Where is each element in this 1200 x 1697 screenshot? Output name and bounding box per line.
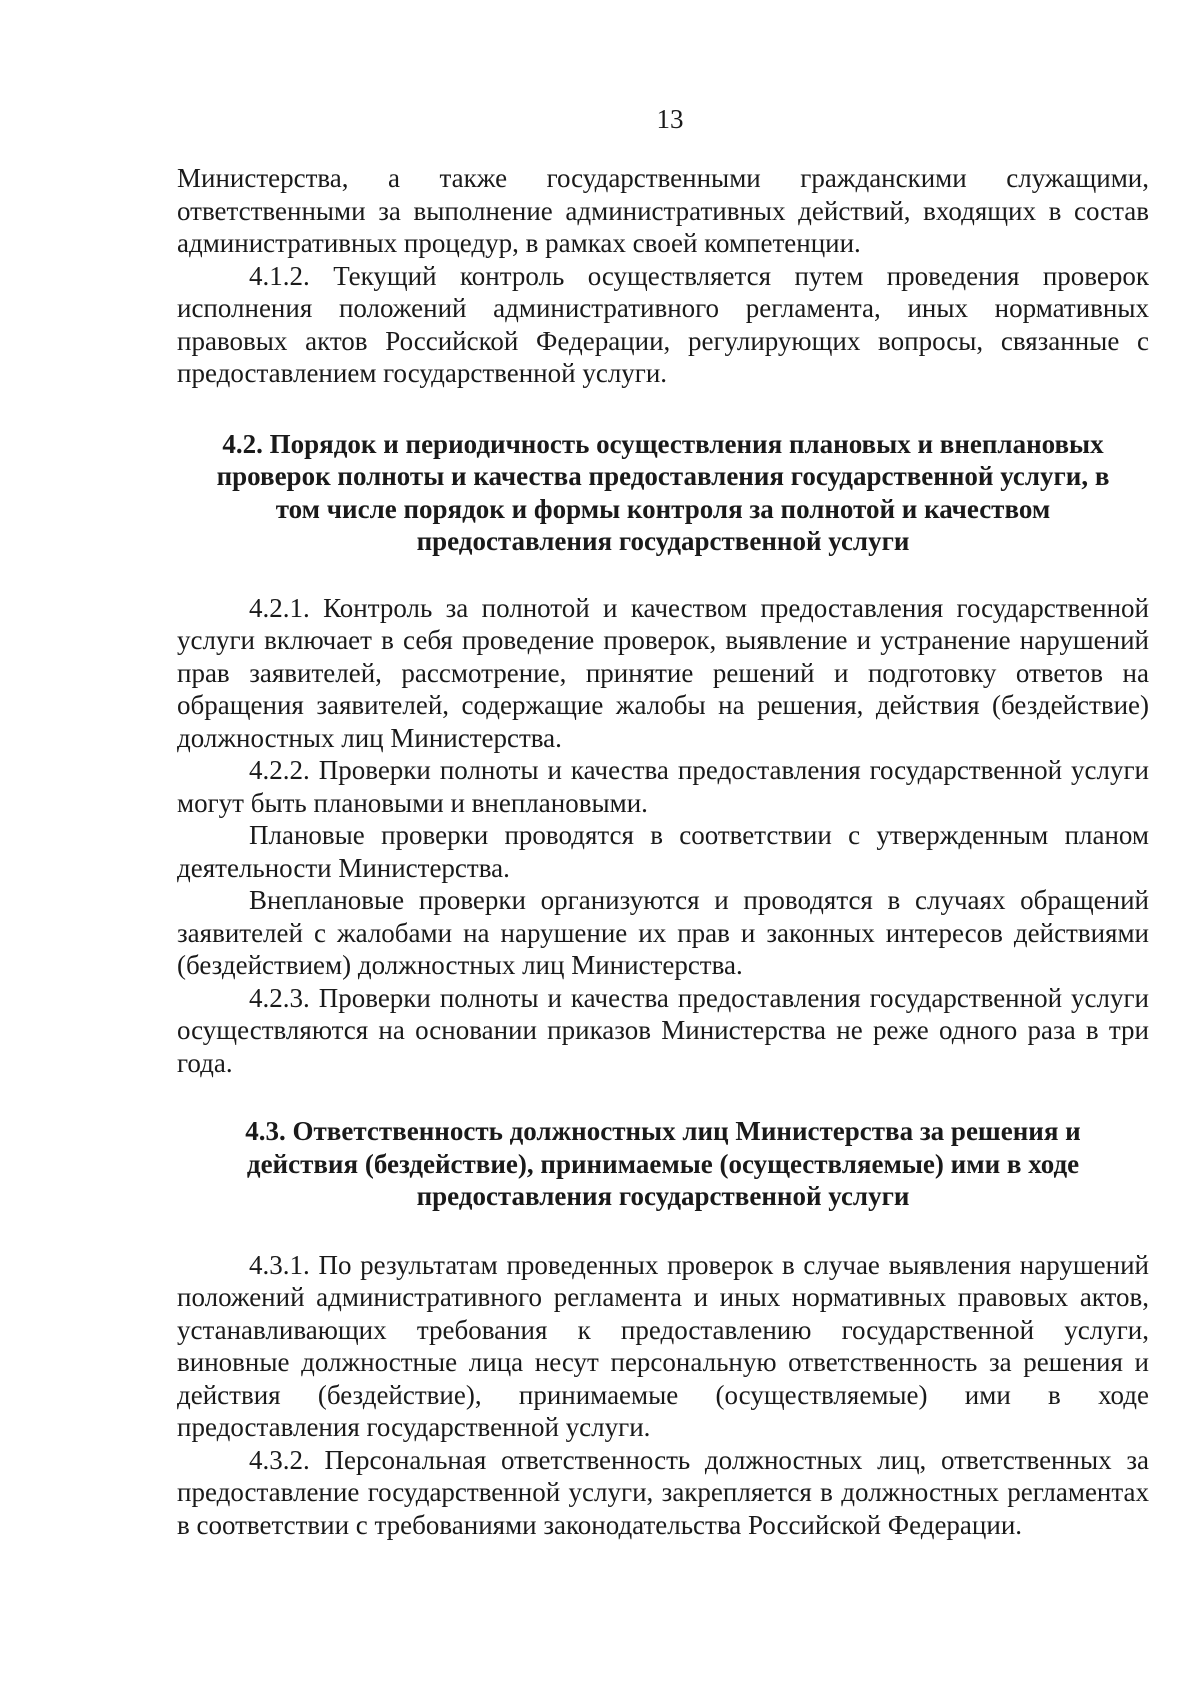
paragraph-4-2-1: 4.2.1. Контроль за полнотой и качеством предоставления государственной услуги включает в себя проведение проверок, выявление и устранение нарушений прав заявителей, рассмотрение, принятие решений и подготовку ответов на обращения заявителей, содержащие жалобы на решения, действия (бездействие) должностных лиц Министерства. [177, 592, 1149, 753]
spacer [177, 558, 1149, 592]
paragraph-planned-checks: Плановые проверки проводятся в соответствии с утвержденным планом деятельности Министерства. [177, 820, 1149, 883]
page-number: 13 [656, 104, 684, 134]
paragraph-4-3-1: 4.3.1. По результатам проведенных проверок в случае выявления нарушений положений административного регламента и иных нормативных правовых актов, устанавливающих требования к предоставлению государственной услуги, виновные должностные лица несут персональную ответственность за решения и действия (бездействие), принимаемые (осуществляемые) ими в ходе предоставления государственной услуги. [177, 1249, 1149, 1442]
section-heading-4-2: 4.2. Порядок и периодичность осуществления плановых и внеплановых проверок полноты и качества предоставления государственной услуги, в том числе порядок и формы контроля за полнотой и качеством предоставления государственной услуги [216, 428, 1110, 556]
spacer [177, 1213, 1149, 1249]
paragraph-4-3-2: 4.3.2. Персональная ответственность должностных лиц, ответственных за предоставление государственной услуги, закрепляется в должностных регламентах в соответствии с требованиями законодательства Российской Федерации. [177, 1444, 1149, 1540]
section-heading-4-3: 4.3. Ответственность должностных лиц Министерства за решения и действия (бездействие), принимаемые (осуществляемые) ими в ходе предоставления государственной услуги [245, 1116, 1081, 1211]
document-body [177, 162, 1149, 1541]
paragraph-4-2-3: 4.2.3. Проверки полноты и качества предоставления государственной услуги осуществляются на основании приказов Министерства не реже одного раза в три года. [177, 982, 1149, 1078]
paragraph-continuation: Министерства, а также государственными гражданскими служащими, ответственными за выполнение административных действий, входящих в состав административных процедур, в рамках своей компетенции. [177, 163, 1149, 258]
spacer [177, 1079, 1149, 1115]
paragraph-4-2-2: 4.2.2. Проверки полноты и качества предоставления государственной услуги могут быть плановыми и внеплановыми. [177, 755, 1149, 818]
paragraph-4-1-2: 4.1.2. Текущий контроль осуществляется путем проведения проверок исполнения положений административного регламента, иных нормативных правовых актов Российской Федерации, регулирующих вопросы, связанные с предоставлением государственной услуги. [177, 260, 1149, 388]
spacer [177, 390, 1149, 428]
paragraph-unplanned-checks: Внеплановые проверки организуются и проводятся в случаях обращений заявителей с жалобами на нарушение их прав и законных интересов действиями (бездействием) должностных лиц Министерства. [177, 885, 1149, 980]
